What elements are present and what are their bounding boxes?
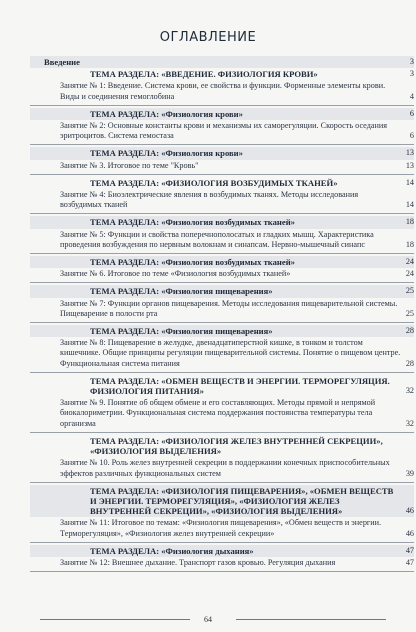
toc-entry-lesson (30, 80, 414, 102)
toc-entry-page: 6 (409, 131, 414, 141)
toc-entry-text: ТЕМА РАЗДЕЛА: «Физиология пищеварения» (90, 326, 273, 337)
toc-heading: ОГЛАВЛЕНИЕ (159, 30, 257, 45)
toc-entry-page: 6 (409, 108, 414, 118)
toc-entry-lesson (30, 457, 414, 479)
toc-entry-page: 32 (405, 418, 414, 428)
footer-rule-right (236, 619, 386, 620)
toc-entry-lesson (30, 268, 414, 280)
toc-entry-text: Занятие № 10. Роль желез внутренней секреции в поддержании конечных приспособительных эффектов различных функциональных систем (60, 458, 390, 478)
toc-separator (30, 144, 414, 145)
toc-entry-page: 14 (405, 200, 414, 210)
toc-entry-section (30, 108, 414, 120)
toc-separator (30, 213, 414, 214)
toc-entry-lesson (30, 397, 414, 430)
toc-entry-lesson (30, 337, 414, 370)
toc-entry-text: Занятие № 6. Итоговое по теме «Физиология возбудимых тканей» (60, 269, 291, 279)
toc-entry-text: ТЕМА РАЗДЕЛА: «Физиология крови» (90, 108, 243, 119)
toc-entry-text: ТЕМА РАЗДЕЛА: «Физиология возбудимых тканей» (90, 217, 295, 228)
toc-entry-section (30, 545, 414, 557)
toc-entry-section (30, 147, 414, 159)
toc-entry-section (30, 256, 414, 268)
toc-entry-text: ТЕМА РАЗДЕЛА: «ОБМЕН ВЕЩЕСТВ И ЭНЕРГИИ. ТЕРМОРЕГУЛЯЦИЯ. ФИЗИОЛОГИЯ ПИТАНИЯ» (90, 375, 390, 397)
toc-entry-text: Занятие № 2: Основные константы крови и механизмы их саморегуляции. Скорость оседания эритроцитов. Система гемостаза (60, 121, 388, 141)
toc-entry-intro (30, 56, 414, 68)
toc-entry-text: ТЕМА РАЗДЕЛА: «Физиология пищеварения» (90, 286, 273, 297)
toc-entry-section (30, 68, 414, 80)
toc-entry-lesson (30, 229, 414, 251)
toc-separator (30, 482, 414, 483)
toc-entry-text: Занятие № 1: Введение. Система крови, ее свойства и функции. Форменные элементы крови. Виды и соединения гемоглобина (60, 81, 386, 101)
toc-entry-section (30, 177, 414, 189)
toc-entry-section (30, 325, 414, 337)
toc-entry-section (30, 485, 414, 518)
toc-entry-lesson (30, 189, 414, 211)
toc-entry-lesson (30, 160, 414, 172)
toc-entry-text: Занятие № 8: Пищеварение в желудке, двенадцатиперстной кишке, в тонком и толстом кишечнике. Общие принципы регуляции пищеварительной системы. Понятие о пищевом центре. Функциональная система питания (60, 338, 401, 368)
toc-entry-text: Введение (44, 57, 80, 67)
footer-page-number: 64 (204, 615, 212, 624)
toc-entry-section (30, 375, 414, 397)
toc-entry-page: 18 (405, 217, 414, 227)
toc-entry-page: 46 (405, 506, 414, 516)
toc-entry-text: Занятие № 12: Внешнее дыхание. Транспорт газов кровью. Регуляция дыхания (60, 557, 336, 567)
toc-entry-page: 3 (409, 57, 414, 66)
toc-entry-text: ТЕМА РАЗДЕЛА: «Физиология крови» (90, 148, 243, 159)
toc-separator (30, 542, 414, 543)
toc-entry-text: Занятие № 3. Итоговое по теме "Кровь" (60, 160, 199, 170)
toc-entry-page: 13 (405, 160, 414, 170)
toc-separator (30, 105, 414, 106)
toc-entry-lesson (30, 557, 414, 569)
toc-entry-lesson (30, 120, 414, 142)
toc-entry-page: 46 (405, 528, 414, 538)
toc-entry-page: 4 (409, 91, 414, 101)
toc-entry-text: ТЕМА РАЗДЕЛА: «ФИЗИОЛОГИЯ ПИЩЕВАРЕНИЯ», «ОБМЕН ВЕЩЕСТВ И ЭНЕРГИИ. ТЕРМОРЕГУЛЯЦИЯ», «ФИЗИОЛОГИЯ ЖЕЛЕЗ ВНУТРЕННЕЙ СЕКРЕЦИИ», «ФИЗИОЛОГИЯ ВЫДЕЛЕНИЯ» (90, 485, 394, 517)
toc-separator (30, 253, 414, 254)
toc-entry-text: Занятие № 5: Функции и свойства поперечнополосатых и гладких мышц. Характеристика проведения возбуждения по нервным волокнам и синапсам. Нервно-мышечный синапс (60, 229, 374, 249)
toc-separator (30, 571, 414, 572)
toc-separator (30, 282, 414, 283)
toc-entry-page: 47 (405, 557, 414, 567)
toc-list (30, 56, 414, 574)
toc-entry-text: ТЕМА РАЗДЕЛА: «ФИЗИОЛОГИЯ ЖЕЛЕЗ ВНУТРЕННЕЙ СЕКРЕЦИИ», «ФИЗИОЛОГИЯ ВЫДЕЛЕНИЯ» (90, 435, 383, 457)
toc-entry-page: 28 (405, 358, 414, 368)
toc-entry-text: Занятие № 4: Биоэлектрические явления в возбудимых тканях. Методы исследования возбудимых тканей (60, 190, 359, 210)
toc-entry-section (30, 435, 414, 457)
toc-entry-page: 47 (405, 545, 414, 555)
toc-entry-page: 28 (405, 326, 414, 336)
toc-entry-text: ТЕМА РАЗДЕЛА: «ФИЗИОЛОГИЯ ВОЗБУДИМЫХ ТКАНЕЙ» (90, 177, 338, 188)
toc-separator (30, 322, 414, 323)
toc-entry-text: Занятие № 9. Понятие об общем обмене и его составляющих. Методы прямой и непрямой биокалориметрии. Функциональная система поддержания постоянства температуры тела организма (60, 398, 376, 428)
toc-separator (30, 432, 414, 433)
toc-entry-text: ТЕМА РАЗДЕЛА: «Физиология возбудимых тканей» (90, 257, 295, 268)
toc-entry-text: ТЕМА РАЗДЕЛА: «Физиология дыхания» (90, 545, 254, 556)
toc-entry-page: 3 (409, 69, 414, 79)
toc-entry-text: ТЕМА РАЗДЕЛА: «ВВЕДЕНИЕ. ФИЗИОЛОГИЯ КРОВИ» (90, 69, 318, 80)
toc-entry-page: 25 (405, 308, 414, 318)
toc-entry-lesson (30, 517, 414, 539)
toc-separator (30, 174, 414, 175)
toc-entry-section (30, 216, 414, 228)
toc-entry-text: Занятие № 7: Функции органов пищеварения. Методы исследования пищеварительной системы. Пищеварение в полости рта (60, 298, 398, 318)
toc-entry-page: 14 (405, 177, 414, 187)
toc-entry-page: 32 (405, 386, 414, 396)
toc-entry-page: 13 (405, 148, 414, 158)
toc-entry-page: 24 (405, 269, 414, 279)
toc-entry-text: Занятие № 11: Итоговое по темам: «Физиология пищеварения», «Обмен веществ и энергии. Терморегуляция», «Физиология желез внутренней секреции» (60, 518, 382, 538)
toc-entry-page: 24 (405, 257, 414, 267)
toc-entry-page: 18 (405, 239, 414, 249)
toc-entry-page: 39 (405, 468, 414, 478)
toc-entry-section (30, 285, 414, 297)
toc-entry-lesson (30, 298, 414, 320)
toc-separator (30, 372, 414, 373)
toc-entry-page: 25 (405, 286, 414, 296)
